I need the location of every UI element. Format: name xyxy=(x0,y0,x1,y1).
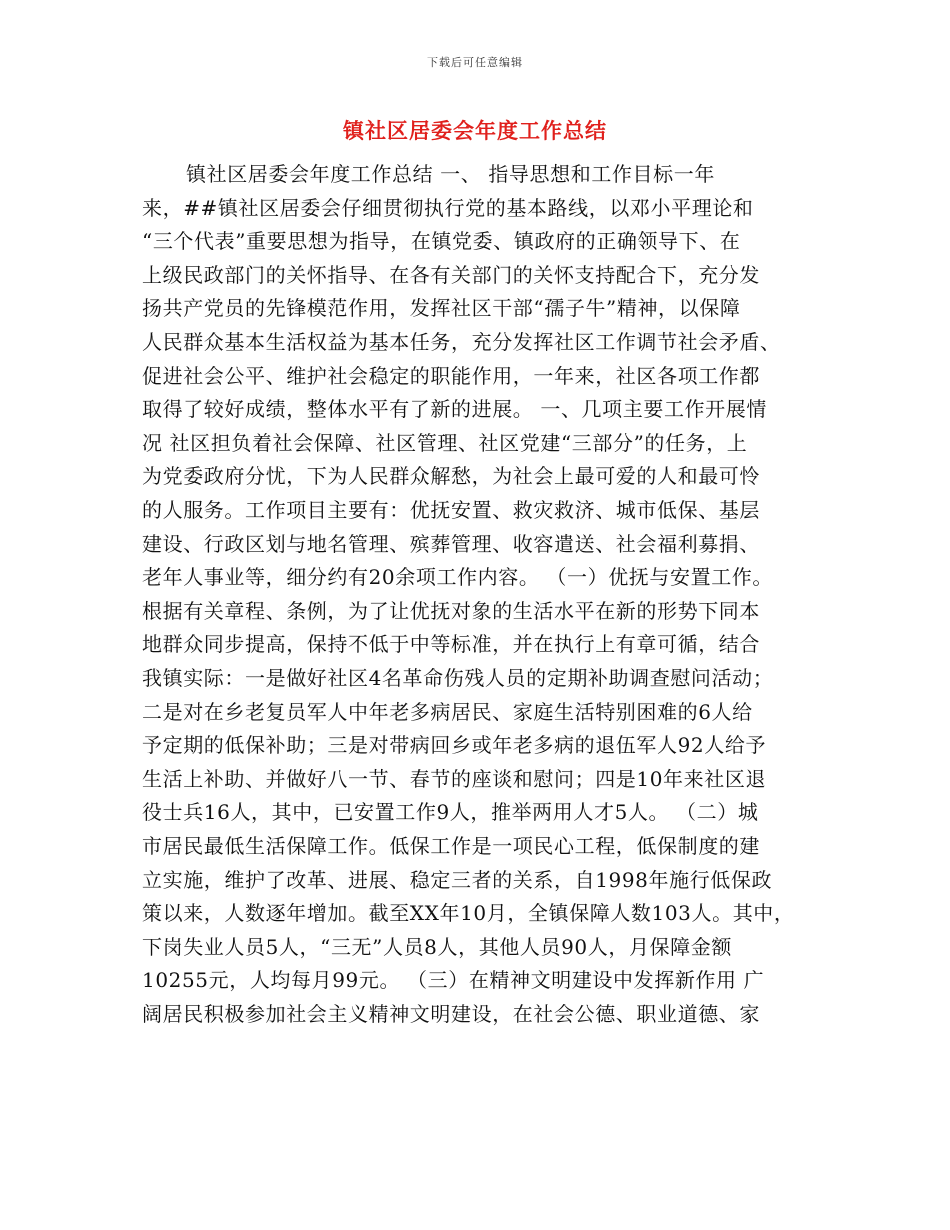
body-line: 来，##镇社区居委会仔细贯彻执行党的基本路线，以邓小平理论和 xyxy=(142,195,754,220)
document-title: 镇社区居委会年度工作总结 xyxy=(343,119,607,143)
body-line: 市居民最低生活保障工作。低保工作是一项民心工程，低保制度的建 xyxy=(142,834,760,858)
body-line: 取得了较好成绩，整体水平有了新的进展。 一、几项主要工作开展情 xyxy=(142,397,767,422)
body-line: 10255元，人均每月99元。 （三）在精神文明建设中发挥新作用 广 xyxy=(142,968,765,993)
body-line: 立实施，维护了改革、进展、稳定三者的关系，自1998年施行低保政 xyxy=(142,867,773,892)
body-line: 为党委政府分忧，下为人民群众解愁，为社会上最可爱的人和最可怜 xyxy=(142,464,760,489)
body-line: 生活上补助、并做好八一节、春节的座谈和慰问；四是10年来社区退 xyxy=(142,766,767,791)
body-line: “三个代表”重要思想为指导，在镇党委、镇政府的正确领导下、在 xyxy=(142,229,741,254)
body-line: 况 社区担负着社会保障、社区管理、社区党建“三部分”的任务，上 xyxy=(142,430,748,455)
body-line: 我镇实际：一是做好社区4名革命伤残人员的定期补助调查慰问活动； xyxy=(142,666,774,690)
body-line: 人民群众基本生活权益为基本任务，充分发挥社区工作调节社会矛盾、 xyxy=(142,330,781,354)
body-line: 二是对在乡老复员军人中年老多病居民、家庭生活特别困难的6人给 xyxy=(142,699,753,724)
body-line: 根据有关章程、条例，为了让优抚对象的生活水平在新的形势下同本 xyxy=(142,598,760,623)
body-line: 建设、行政区划与地名管理、殡葬管理、收容遣送、社会福利募捐、 xyxy=(142,531,760,556)
body-line: 下岗失业人员5人，“三无”人员8人，其他人员90人，月保障金额 xyxy=(142,934,732,959)
body-line: 镇社区居委会年度工作总结 一、 指导思想和工作目标一年 xyxy=(186,162,715,186)
body-line: 上级民政部门的关怀指导、在各有关部门的关怀支持配合下，充分发 xyxy=(142,262,760,287)
header-note: 下载后可任意编辑 xyxy=(427,56,523,69)
body-line: 予定期的低保补助；三是对带病回乡或年老多病的退伍军人92人给予 xyxy=(142,733,767,758)
body-line: 的人服务。工作项目主要有：优抚安置、救灾救济、城市低保、基层 xyxy=(142,498,760,522)
body-line: 策以来，人数逐年增加。截至XX年10月，全镇保障人数103人。其中， xyxy=(142,901,795,926)
body-line: 促进社会公平、维护社会稳定的职能作用，一年来，社区各项工作都 xyxy=(142,363,760,388)
body-line: 老年人事业等，细分约有20余项工作内容。 （一）优抚与安置工作。 xyxy=(142,565,774,590)
body-line: 地群众同步提高，保持不低于中等标准，并在执行上有章可循，结合 xyxy=(142,632,760,657)
body-line: 阔居民积极参加社会主义精神文明建设，在社会公德、职业道德、家 xyxy=(142,1002,760,1026)
body-line: 扬共产党员的先锋模范作用，发挥社区干部“孺子牛”精神，以保障 xyxy=(142,296,741,321)
body-line: 役士兵16人，其中，已安置工作9人，推举两用人才5人。 （二）城 xyxy=(142,800,759,825)
